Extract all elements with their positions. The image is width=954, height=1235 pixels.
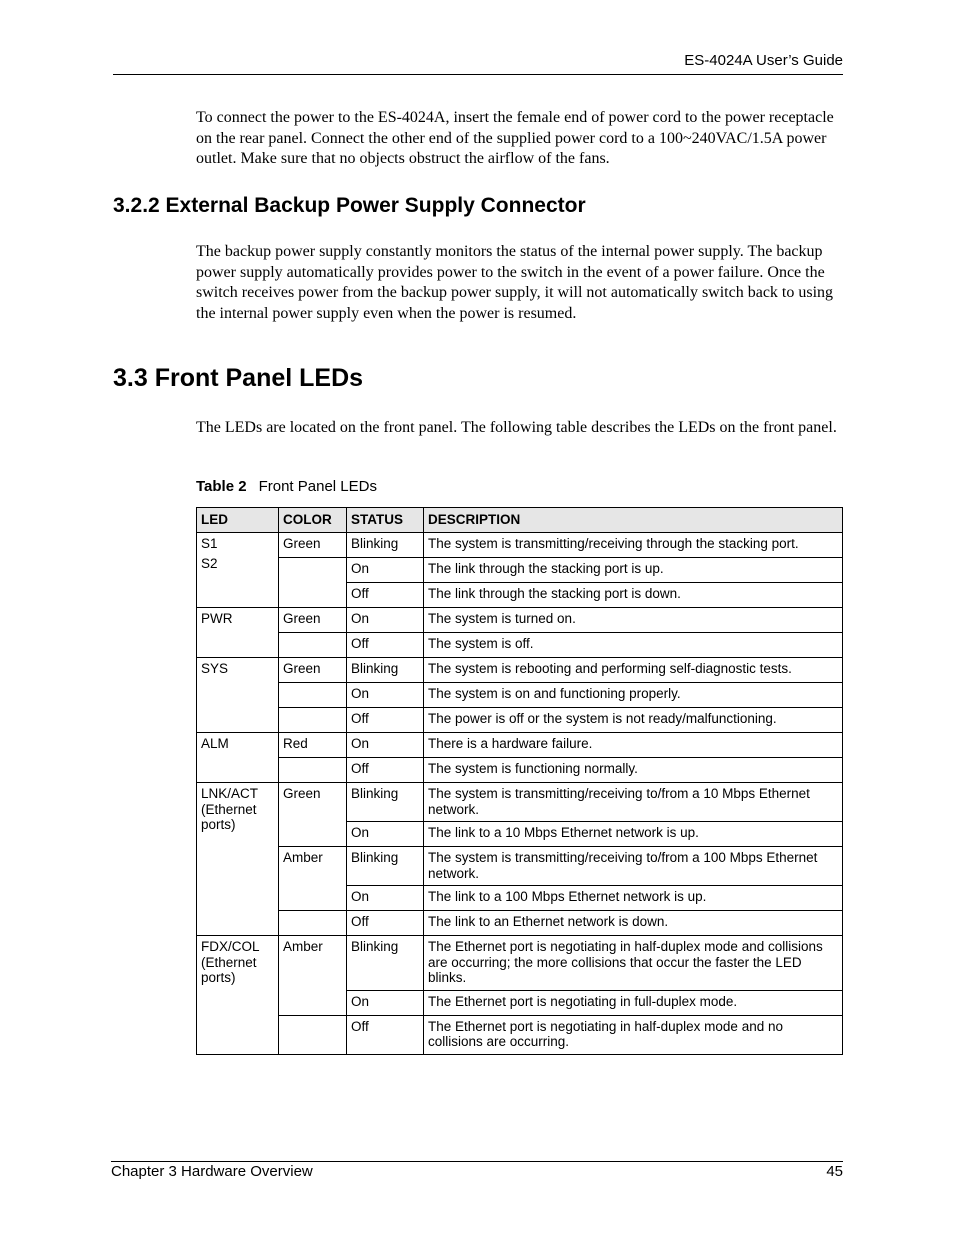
description-cell: The Ethernet port is negotiating in half-duplex mode and collisions are occurring; the more collisions that occur the faster the LED blinks. [424,936,843,991]
page-number: 45 [826,1163,843,1180]
footer-chapter: Chapter 3 Hardware Overview [111,1163,313,1180]
description-cell: The system is transmitting/receiving through the stacking port. [424,533,843,558]
status-cell: Off [347,911,424,936]
table-caption-title: Front Panel LEDs [258,478,377,495]
intro-paragraph: To connect the power to the ES-4024A, insert the female end of power cord to the power receptacle on the rear panel. Connect the other end of the supplied power cord to a 100~240VAC/1.5A power outlet. Make sure that no objects obstruct the airflow of the fans. [196,109,834,167]
color-cell: Green [279,783,347,847]
color-cell: Green [279,608,347,633]
description-cell: The link through the stacking port is down. [424,583,843,608]
status-cell: On [347,822,424,847]
table-row [197,1015,843,1054]
page-header [113,50,843,75]
table-caption-number: Table 2 [196,478,247,495]
backup-power-paragraph: The backup power supply constantly monitors the status of the internal power supply. The backup power supply automatically provides power to the switch in the event of a power failure. Once the switch receives power from the backup power supply, it will not automatically switch back to using the internal power supply even when the power is resumed. [196,243,834,322]
led-cell: FDX/COL (Ethernet ports) [197,936,279,1055]
table-row [197,658,843,683]
status-cell: Blinking [347,658,424,683]
status-cell: Off [347,633,424,658]
description-cell: The system is rebooting and performing self-diagnostic tests. [424,658,843,683]
description-cell: The system is turned on. [424,608,843,633]
table-row [197,608,843,633]
status-cell: Off [347,758,424,783]
front-panel-paragraph: The LEDs are located on the front panel. The following table describes the LEDs on the front panel. [196,419,837,436]
table-row [197,783,843,822]
color-cell: Amber [279,936,347,1016]
color-cell: Green [279,533,347,558]
status-cell: Blinking [347,936,424,991]
color-cell [279,758,347,783]
status-cell: On [347,608,424,633]
table-header-row [197,508,843,533]
table-row [197,936,843,991]
table-row [197,558,843,583]
header-description: DESCRIPTION [424,508,843,533]
table-row [197,911,843,936]
status-cell: Off [347,583,424,608]
description-cell: The system is transmitting/receiving to/from a 10 Mbps Ethernet network. [424,783,843,822]
led-name-secondary: S2 [201,555,218,571]
table-row [197,758,843,783]
status-cell: Blinking [347,783,424,822]
table-row [197,533,843,558]
table-caption [196,478,377,495]
status-cell: On [347,558,424,583]
led-cell: PWR [197,608,279,658]
status-cell: Off [347,1015,424,1054]
color-cell: Green [279,658,347,683]
table-row [197,633,843,658]
section-heading-3-2-2: 3.2.2 External Backup Power Supply Connector [113,194,586,217]
description-cell: The system is transmitting/receiving to/from a 100 Mbps Ethernet network. [424,847,843,886]
color-cell [279,683,347,708]
table-row [197,847,843,886]
color-cell [279,558,347,608]
description-cell: The system is functioning normally. [424,758,843,783]
color-cell: Amber [279,847,347,911]
led-cell: SYS [197,658,279,733]
status-cell: On [347,733,424,758]
color-cell: Red [279,733,347,758]
description-cell: The link to an Ethernet network is down. [424,911,843,936]
guide-title: ES-4024A User’s Guide [684,52,843,69]
status-cell: On [347,683,424,708]
description-cell: The link through the stacking port is up. [424,558,843,583]
color-cell [279,911,347,936]
table-row [197,733,843,758]
table-row [197,683,843,708]
status-cell: On [347,990,424,1015]
led-cell [197,533,279,608]
header-led: LED [197,508,279,533]
table-row [197,708,843,733]
color-cell [279,633,347,658]
description-cell: The link to a 10 Mbps Ethernet network is up. [424,822,843,847]
status-cell: On [347,886,424,911]
color-cell [279,708,347,733]
led-name: S1 [201,536,218,551]
status-cell: Off [347,708,424,733]
status-cell: Blinking [347,533,424,558]
page-footer [111,1161,843,1180]
description-cell: The system is off. [424,633,843,658]
description-cell: There is a hardware failure. [424,733,843,758]
led-cell: ALM [197,733,279,783]
header-color: COLOR [279,508,347,533]
description-cell: The Ethernet port is negotiating in full-duplex mode. [424,990,843,1015]
description-cell: The system is on and functioning properly. [424,683,843,708]
description-cell: The link to a 100 Mbps Ethernet network is up. [424,886,843,911]
section-heading-3-3: 3.3 Front Panel LEDs [113,364,364,392]
front-panel-leds-table [196,507,843,1055]
description-cell: The Ethernet port is negotiating in half-duplex mode and no collisions are occurring. [424,1015,843,1054]
status-cell: Blinking [347,847,424,886]
description-cell: The power is off or the system is not ready/malfunctioning. [424,708,843,733]
led-cell: LNK/ACT (Ethernet ports) [197,783,279,936]
color-cell [279,1015,347,1054]
header-status: STATUS [347,508,424,533]
